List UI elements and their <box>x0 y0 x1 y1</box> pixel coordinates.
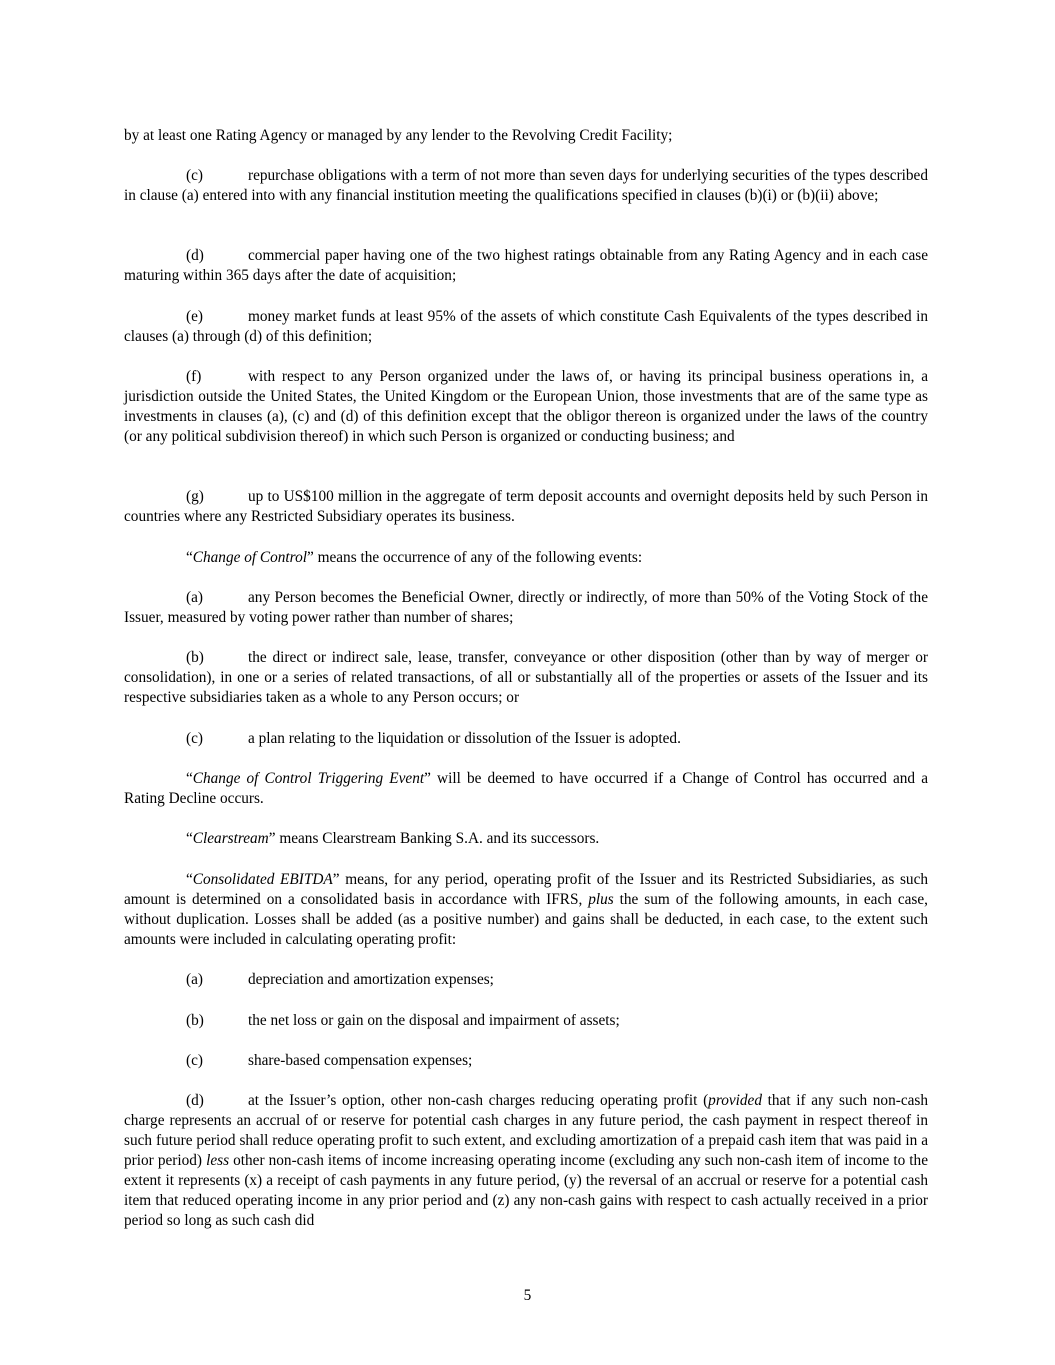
definition-change-of-control-triggering-event: “Change of Control Triggering Event” will be deemed to have occurred if a Change of Control has occurred and a Rating Decline occurs. <box>124 770 929 807</box>
clause-c-liquidation: (c) a plan relating to the liquidation or dissolution of the Issuer is adopted. <box>186 730 681 747</box>
clause-e-money-market: (e) money market funds at least 95% of the assets of which constitute Cash Equivalents of the types described in clauses (a) through (d) of this definition; <box>124 308 928 345</box>
defined-term: Consolidated EBITDA <box>192 871 333 888</box>
clause-label: (a) <box>186 589 203 606</box>
clause-label: (c) <box>186 1052 203 1069</box>
clause-f-foreign-person: (f) with respect to any Person organized under the laws of, or having its principal business operations in, a jurisdiction outside the United States, the United Kingdom or the European Union, those investments that are of the same type as investments in clauses (a), (c) and (d) of this definition except that the obligor thereon is organized under the laws of the country (or any political subdivision thereof) in which such Person is organized or conducting business; and <box>124 368 928 445</box>
clause-label: (f) <box>186 368 202 385</box>
defined-term: Change of Control Triggering Event <box>192 770 425 787</box>
clause-label: (b) <box>186 649 204 666</box>
ebitda-item-d: (d) at the Issuer’s option, other non-cash charges reducing operating profit (provided that if any such non-cash charge represents an accrual of or reserve for potential cash charges in any future period, the cash payment in respect thereof in such future period shall reduce operating profit to such extent, and excluding amortization of a prepaid cash item that was paid in a prior period) less other non-cash items of income increasing operating income (excluding any such non-cash item of income to the extent it represents (x) a receipt of cash payments in any future period, (y) the reversal of an accrual or reserve for a potential cash item that reduced operating income in any prior period and (z) any non-cash gains with respect to cash actually received in a prior period so long as such cash did <box>124 1092 928 1229</box>
definition-clearstream: “Clearstream” means Clearstream Banking S.A. and its successors. <box>186 830 600 847</box>
clause-label: (e) <box>186 308 203 325</box>
clause-label: (g) <box>186 488 204 505</box>
clause-label: (c) <box>186 730 203 747</box>
clause-label: (d) <box>186 247 204 264</box>
clause-label: (c) <box>186 167 203 184</box>
page-number: 5 <box>523 1287 532 1304</box>
ebitda-item-a: (a) depreciation and amortization expenses; <box>186 971 494 988</box>
clause-b-disposition: (b) the direct or indirect sale, lease, transfer, conveyance or other disposition (other than by way of merger or consolidation), in one or a series of related transactions, of all or substantially all of the properties or assets of the Issuer and its respective subsidiaries taken as a whole to any Person occurs; or <box>124 649 928 706</box>
clause-c-repurchase: (c) repurchase obligations with a term of not more than seven days for underlying securities of the types described in clause (a) entered into with any financial institution meeting the qualifications specified in clauses (b)(i) or (b)(ii) above; <box>124 167 928 204</box>
clause-d-commercial-paper: (d) commercial paper having one of the two highest ratings obtainable from any Rating Agency and in each case maturing within 365 days after the date of acquisition; <box>124 247 928 284</box>
clause-label: (d) <box>186 1092 204 1109</box>
clause-a-beneficial-owner: (a) any Person becomes the Beneficial Owner, directly or indirectly, of more than 50% of the Voting Stock of the Issuer, measured by voting power rather than number of shares; <box>124 589 928 626</box>
clause-label: (a) <box>186 971 203 988</box>
clause-g-term-deposits: (g) up to US$100 million in the aggregate of term deposit accounts and overnight deposits held by such Person in countries where any Restricted Subsidiary operates its business. <box>124 488 928 525</box>
defined-term: Clearstream <box>192 830 269 847</box>
definition-consolidated-ebitda: “Consolidated EBITDA” means, for any period, operating profit of the Issuer and its Restricted Subsidiaries, as such amount is determined on a consolidated basis in accordance with IFRS, plus the sum of the following amounts, in each case, without duplication. Losses shall be added (as a positive number) and gains shall be deducted, in each case, to the extent such amounts were included in calculating operating profit: <box>124 871 929 948</box>
definition-change-of-control: “Change of Control” means the occurrence of any of the following events: <box>186 549 643 566</box>
ebitda-item-b: (b) the net loss or gain on the disposal and impairment of assets; <box>186 1012 620 1029</box>
defined-term: Change of Control <box>192 549 307 566</box>
clause-label: (b) <box>186 1012 204 1029</box>
ebitda-item-c: (c) share-based compensation expenses; <box>186 1052 473 1069</box>
paragraph-continuation: by at least one Rating Agency or managed by any lender to the Revolving Credit Facility; <box>124 127 673 144</box>
